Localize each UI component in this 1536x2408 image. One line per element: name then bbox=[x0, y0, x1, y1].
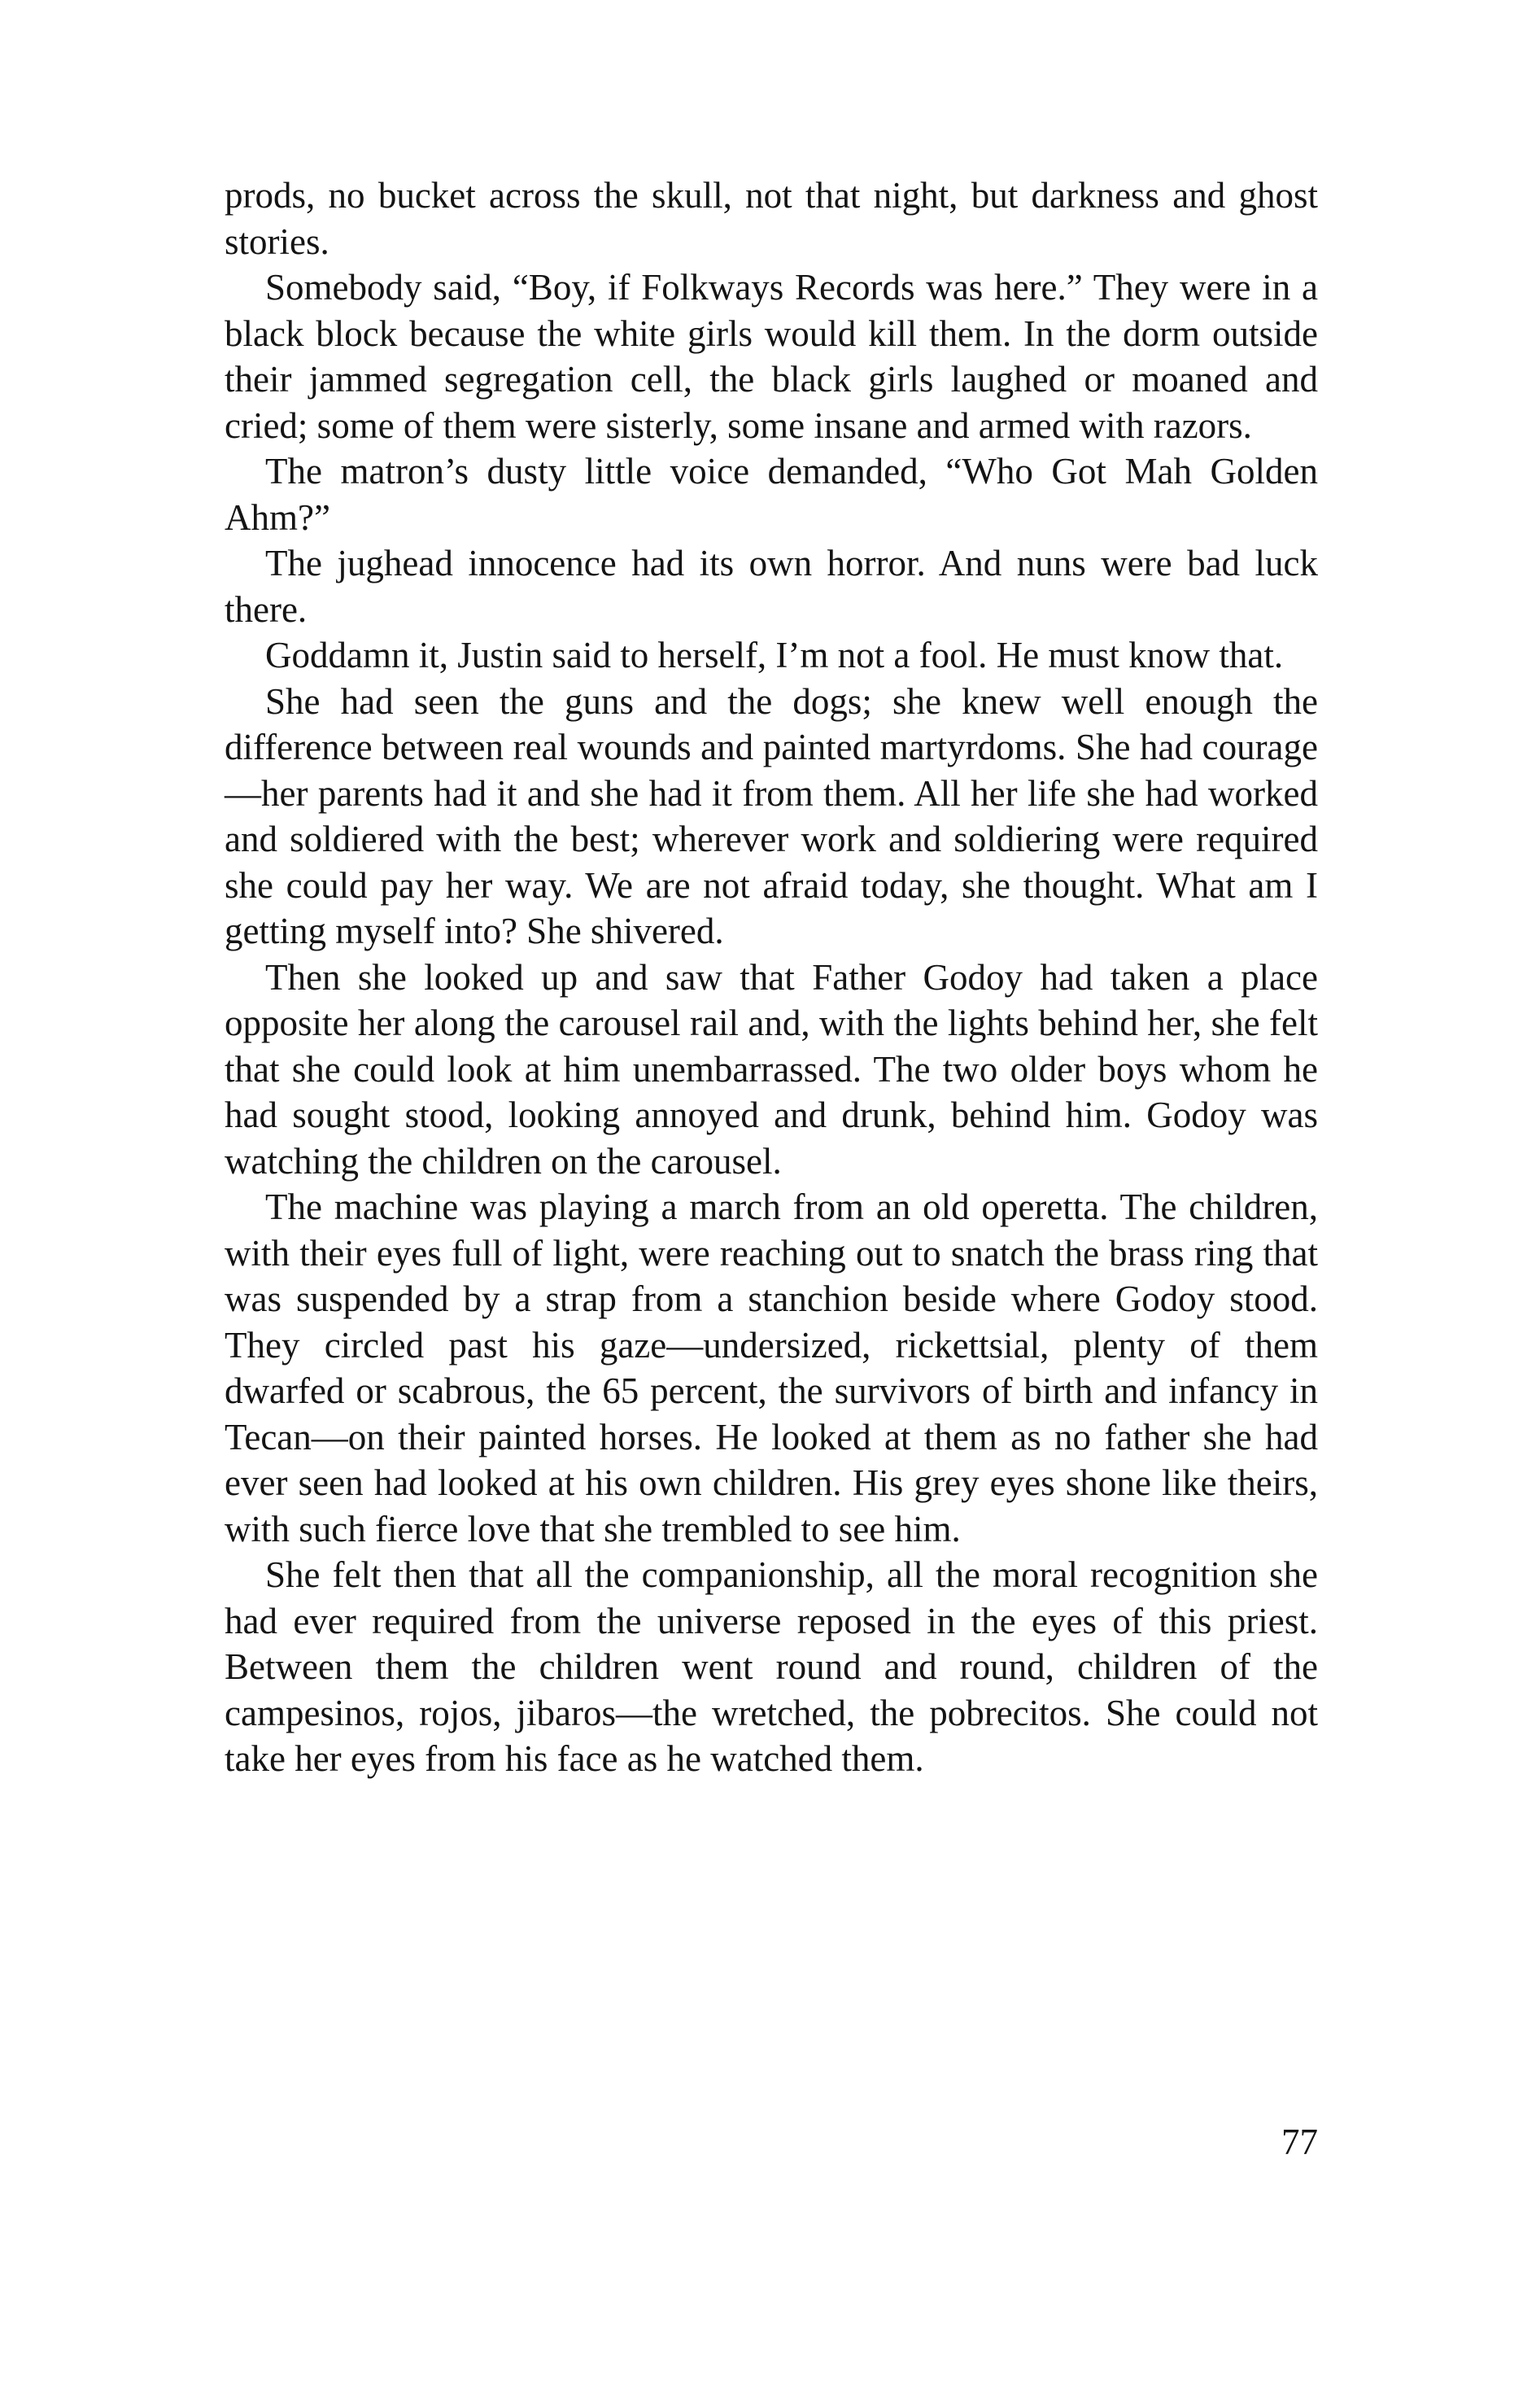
paragraph-9: She felt then that all the companionship, all the moral recognition she had ever required from the universe reposed in the eyes of this priest. Between them the children went round and round, children of the campesinos, rojos, jibaros—the wretched, the pobrecitos. She could not take her eyes from his face as he watched them. bbox=[225, 1554, 1318, 1779]
paragraph-7: Then she looked up and saw that Father Godoy had taken a place opposite her along the carousel rail and, with the lights behind her, she felt that she could look at him unembarrassed. The two older boys whom he had sought stood, looking annoyed and drunk, behind him. Godoy was watching the children on the carousel. bbox=[225, 956, 1318, 1182]
paragraph-3: The matron’s dusty little voice demanded, “Who Got Mah Golden Ahm?” bbox=[225, 451, 1318, 538]
paragraph-5: Goddamn it, Justin said to herself, I’m not a fool. He must know that. bbox=[265, 635, 1284, 675]
paragraph-8: The machine was playing a march from an old operetta. The children, with their eyes full of light, were reaching out to snatch the brass ring that was suspended by a strap from a stanchion beside where Godoy stood. They circled past his gaze—undersized, rickettsial, plenty of them dwarfed or scabrous, the 65 percent, the survivors of birth and infancy in Tecan—on their painted horses. He looked at them as no father she had ever seen had looked at his own children. His grey eyes shone like theirs, with such fierce love that she trembled to see him. bbox=[225, 1187, 1318, 1549]
paragraph-1-continued: prods, no bucket across the skull, not that night, but darkness and ghost stories. bbox=[225, 175, 1318, 262]
paragraph-6: She had seen the guns and the dogs; she knew well enough the difference between real wounds and painted martyrdoms. She had courage—her parents had it and she had it from them. All her life she had worked and soldiered with the best; wherever work and soldiering were required she could pay her way. We are not afraid today, she thought. What am I getting myself into? She shivered. bbox=[225, 680, 1318, 951]
body-text bbox=[225, 173, 1318, 1782]
paragraph-2: Somebody said, “Boy, if Folkways Records was here.” They were in a black block because the white girls would kill them. In the dorm outside their jammed segregation cell, the black girls laughed or moaned and cried; some of them were sisterly, some insane and armed with razors. bbox=[225, 267, 1318, 446]
page-number: 77 bbox=[1281, 2122, 1318, 2162]
paragraph-4: The jughead innocence had its own horror. And nuns were bad luck there. bbox=[225, 543, 1318, 630]
